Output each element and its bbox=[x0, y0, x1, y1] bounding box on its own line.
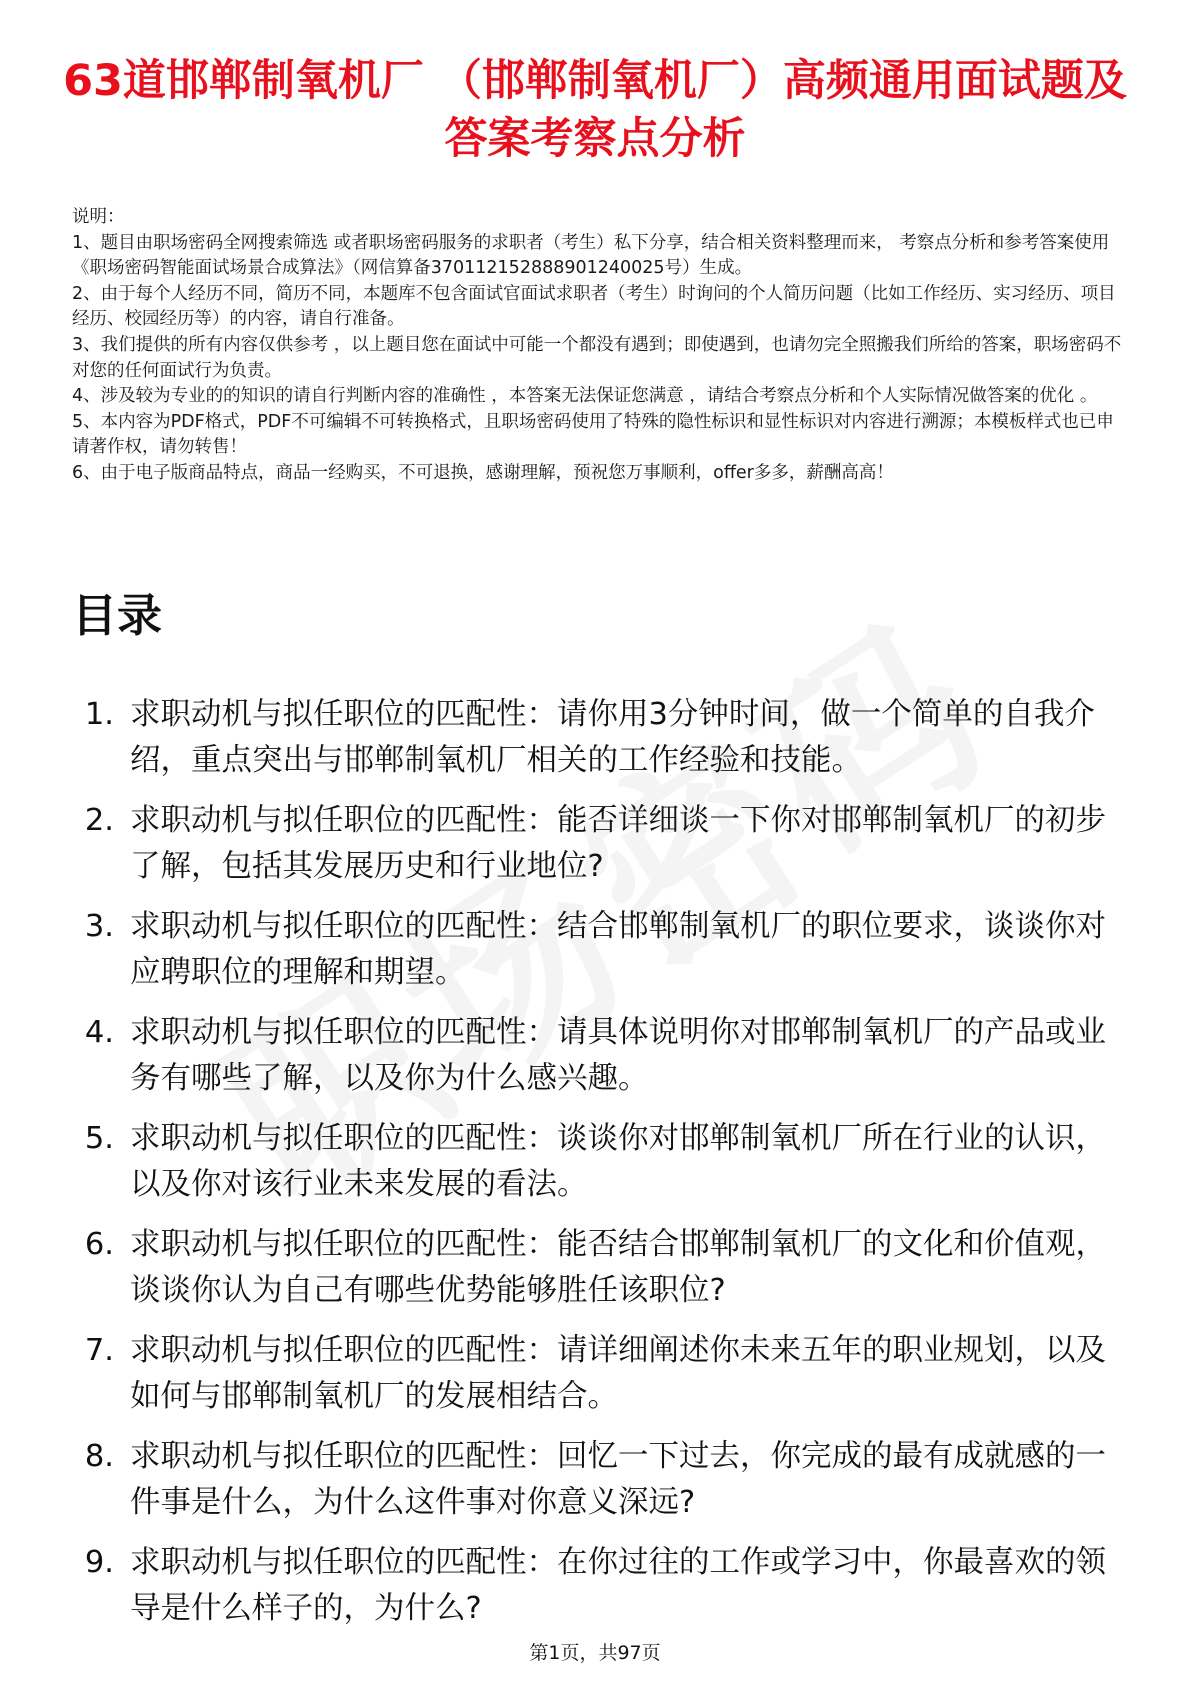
toc-item-number: 5. bbox=[84, 1121, 114, 1156]
toc-item-text: 求职动机与拟任职位的匹配性：在你过往的工作或学习中，你最喜欢的领导是什么样子的，为什么? bbox=[130, 1545, 1106, 1626]
note-item: 2、由于每个人经历不同，简历不同，本题库不包含面试官面试求职者（考生）时询问的个人简历问题（比如工作经历、实习经历、项目经历、校园经历等）的内容，请自行准备。 bbox=[72, 283, 1116, 330]
page-footer: 第1页，共97页 bbox=[529, 1642, 661, 1664]
toc-item-text: 求职动机与拟任职位的匹配性：结合邯郸制氧机厂的职位要求，谈谈你对应聘职位的理解和期望。 bbox=[130, 909, 1106, 990]
toc-item[interactable] bbox=[72, 692, 1132, 784]
toc-item[interactable] bbox=[72, 1010, 1132, 1102]
toc-item-text: 求职动机与拟任职位的匹配性：请你用3分钟时间，做一个简单的自我介绍，重点突出与邯郸制氧机厂相关的工作经验和技能。 bbox=[130, 697, 1095, 778]
notes-heading: 说明： bbox=[72, 207, 125, 227]
toc-item-number: 7. bbox=[84, 1333, 114, 1368]
note-item: 4、涉及较为专业的的知识的请自行判断内容的准确性 ，本答案无法保证您满意 ，请结合考察点分析和个人实际情况做答案的优化 。 bbox=[72, 386, 1098, 407]
toc-item-number: 6. bbox=[84, 1227, 114, 1262]
note-item: 5、本内容为PDF格式，PDF不可编辑不可转换格式，且职场密码使用了特殊的隐性标识和显性标识对内容进行溯源；本模板样式也已申请著作权，请勿转售！ bbox=[72, 411, 1114, 458]
toc-item[interactable] bbox=[72, 798, 1132, 890]
toc-item-number: 3. bbox=[84, 909, 114, 944]
note-item: 6、由于电子版商品特点，商品一经购买，不可退换，感谢理解，预祝您万事顺利，offer多多，薪酬高高！ bbox=[72, 462, 894, 483]
toc-item-text: 求职动机与拟任职位的匹配性：请具体说明你对邯郸制氧机厂的产品或业务有哪些了解，以及你为什么感兴趣。 bbox=[130, 1015, 1106, 1096]
toc-item-text: 求职动机与拟任职位的匹配性：能否结合邯郸制氧机厂的文化和价值观，谈谈你认为自己有哪些优势能够胜任该职位? bbox=[130, 1227, 1106, 1308]
toc-item[interactable] bbox=[72, 1540, 1132, 1632]
toc-item[interactable] bbox=[72, 1116, 1132, 1208]
table-of-contents bbox=[72, 692, 1132, 1646]
toc-item-text: 求职动机与拟任职位的匹配性：谈谈你对邯郸制氧机厂所在行业的认识，以及你对该行业未来发展的看法。 bbox=[130, 1121, 1106, 1202]
toc-item[interactable] bbox=[72, 1222, 1132, 1314]
toc-item[interactable] bbox=[72, 1328, 1132, 1420]
toc-heading: 目录 bbox=[72, 589, 163, 642]
toc-item-number: 8. bbox=[84, 1439, 114, 1474]
toc-item[interactable] bbox=[72, 904, 1132, 996]
toc-item-number: 9. bbox=[84, 1545, 114, 1580]
disclaimer-notes bbox=[72, 205, 1122, 487]
toc-item-number: 1. bbox=[84, 697, 114, 732]
toc-item-text: 求职动机与拟任职位的匹配性：请详细阐述你未来五年的职业规划，以及如何与邯郸制氧机厂的发展相结合。 bbox=[130, 1333, 1106, 1414]
document-title: 63道邯郸制氧机厂 （邯郸制氧机厂）高频通用面试题及答案考察点分析 bbox=[63, 56, 1127, 164]
toc-item-text: 求职动机与拟任职位的匹配性：能否详细谈一下你对邯郸制氧机厂的初步了解，包括其发展历史和行业地位? bbox=[130, 803, 1106, 884]
toc-item-text: 求职动机与拟任职位的匹配性：回忆一下过去，你完成的最有成就感的一件事是什么，为什么这件事对你意义深远? bbox=[130, 1439, 1106, 1520]
note-item: 1、题目由职场密码全网搜索筛选 或者职场密码服务的求职者（考生）私下分享，结合相关资料整理而来， 考察点分析和参考答案使用《职场密码智能面试场景合成算法》（网信算备370112152888901240025号）生成。 bbox=[72, 232, 1110, 279]
toc-item-number: 2. bbox=[84, 803, 114, 838]
toc-item-number: 4. bbox=[84, 1015, 114, 1050]
toc-item[interactable] bbox=[72, 1434, 1132, 1526]
note-item: 3、我们提供的所有内容仅供参考 ，以上题目您在面试中可能一个都没有遇到；即使遇到，也请勿完全照搬我们所给的答案，职场密码不对您的任何面试行为负责。 bbox=[72, 334, 1122, 381]
